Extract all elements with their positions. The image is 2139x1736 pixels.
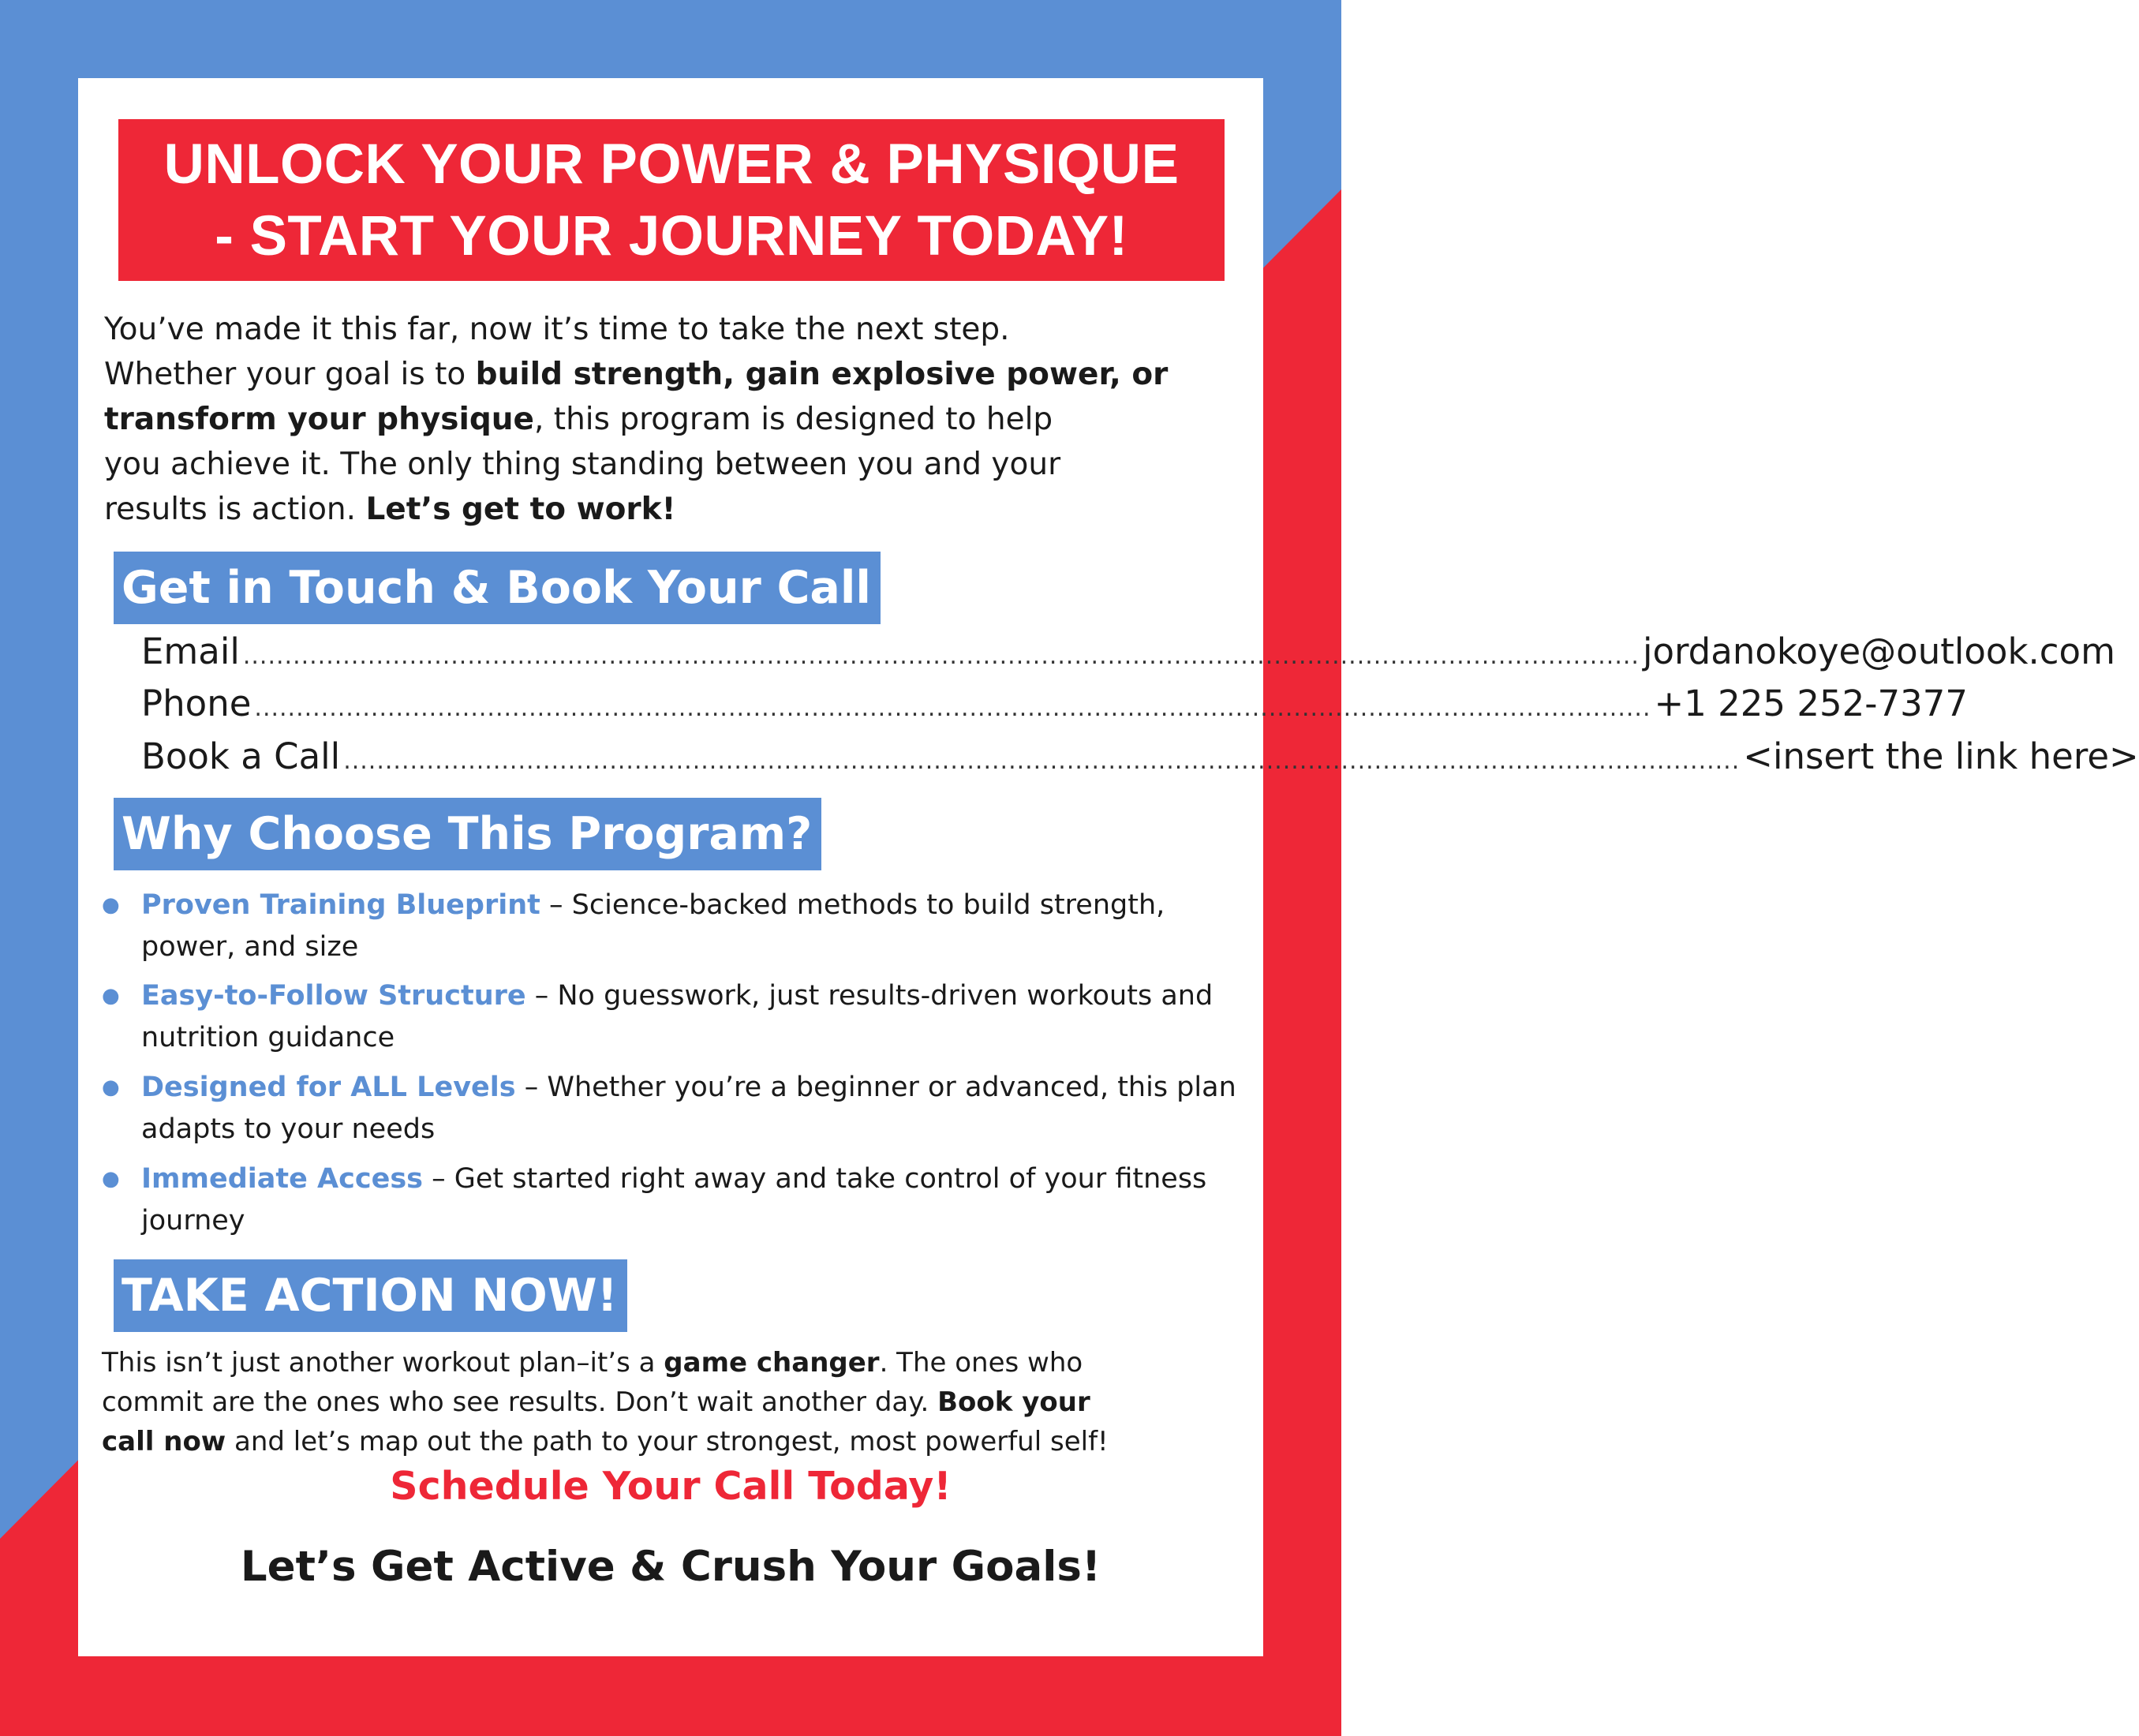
intro-line-1: You’ve made it this far, now it’s time to take the next step. — [104, 312, 1010, 347]
intro-emphasis: build strength, gain explosive power, or — [475, 357, 1169, 392]
schedule-call-text[interactable]: Schedule Your Call Today! — [390, 1464, 952, 1509]
benefit-text — [141, 1158, 1238, 1242]
action-emphasis: Book your — [937, 1386, 1090, 1418]
intro-text: , this program is designed to help — [534, 402, 1053, 437]
action-text: commit are the ones who see results. Don’t wait another day. — [102, 1386, 938, 1418]
email-row — [141, 630, 2115, 683]
benefit-item — [102, 975, 1238, 1059]
why-heading: Why Choose This Program? — [114, 798, 821, 870]
flyer-card — [78, 78, 2139, 1656]
benefit-title: Easy-to-Follow Structure — [141, 980, 526, 1012]
intro-text: results is action. — [104, 492, 366, 527]
phone-row — [141, 683, 1968, 735]
intro-text: Whether your goal is to — [104, 357, 476, 392]
benefit-text — [141, 885, 1238, 968]
hero-banner — [118, 119, 1225, 281]
contact-heading: Get in Touch & Book Your Call — [114, 552, 881, 624]
book-call-row — [141, 735, 2139, 788]
benefit-item — [102, 1067, 1238, 1150]
leader-dots: ........................................................................................................................................................................ — [343, 747, 1741, 775]
closing-tagline: Let’s Get Active & Crush Your Goals! — [240, 1543, 1101, 1591]
intro-emphasis: Let’s get to work! — [365, 492, 676, 527]
intro-line-5 — [104, 487, 1168, 532]
bullet-icon: ● — [102, 1076, 120, 1099]
bullet-icon: ● — [102, 1167, 120, 1191]
benefit-title: Immediate Access — [141, 1163, 424, 1195]
benefit-description: – Get started right away and take control of your fitness journey — [141, 1163, 1207, 1237]
benefit-description: – Whether you’re a beginner or advanced, this plan adapts to your needs — [141, 1072, 1236, 1145]
action-text: This isn’t just another workout plan–it’s a — [102, 1347, 664, 1379]
phone-value[interactable]: +1 225 252-7377 — [1654, 683, 1968, 724]
bullet-icon: ● — [102, 893, 120, 917]
benefit-text — [141, 975, 1238, 1059]
bullet-icon: ● — [102, 984, 120, 1008]
intro-line-3 — [104, 397, 1168, 442]
action-line-3 — [102, 1422, 1109, 1461]
intro-line-4: you achieve it. The only thing standing between you and your — [104, 447, 1061, 482]
benefit-item — [102, 1158, 1238, 1242]
action-paragraph — [102, 1343, 1109, 1461]
hero-title-line-2: - START YOUR JOURNEY TODAY! — [215, 204, 1128, 268]
intro-paragraph — [104, 307, 1168, 532]
book-call-label: Book a Call — [141, 735, 341, 777]
action-line-2 — [102, 1382, 1109, 1422]
intro-line-2 — [104, 352, 1168, 397]
action-emphasis: game changer — [664, 1347, 880, 1379]
benefit-title: Designed for ALL Levels — [141, 1072, 516, 1103]
hero-title-line-1: UNLOCK YOUR POWER & PHYSIQUE — [163, 133, 1180, 196]
action-line-1 — [102, 1343, 1109, 1382]
action-text: and let’s map out the path to your strongest, most powerful self! — [226, 1426, 1109, 1457]
email-value[interactable]: jordanokoye@outlook.com — [1642, 630, 2115, 672]
intro-emphasis: transform your physique — [104, 402, 534, 437]
leader-dots: ........................................................................................................................................................................ — [254, 694, 1651, 722]
benefit-item — [102, 885, 1238, 968]
benefit-text — [141, 1067, 1238, 1150]
phone-label: Phone — [141, 683, 252, 724]
email-label: Email — [141, 630, 240, 672]
action-emphasis: call now — [102, 1426, 226, 1457]
action-heading: TAKE ACTION NOW! — [114, 1259, 627, 1332]
action-text: . The ones who — [879, 1347, 1083, 1379]
benefit-description: – No guesswork, just results-driven workouts and nutrition guidance — [141, 980, 1213, 1053]
benefit-title: Proven Training Blueprint — [141, 889, 540, 921]
book-call-link[interactable]: <insert the link here> — [1743, 735, 2139, 777]
leader-dots: ........................................................................................................................................................................ — [242, 642, 1640, 670]
benefit-description: – Science-backed methods to build strength, power, and size — [141, 889, 1165, 963]
